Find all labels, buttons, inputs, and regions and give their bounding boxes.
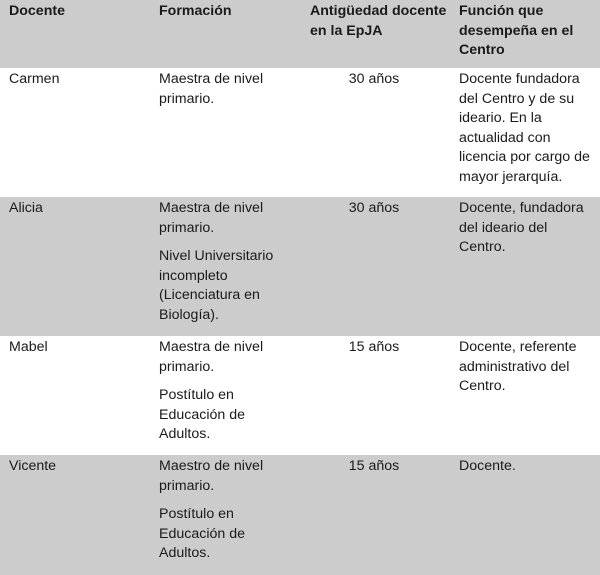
cell-formacion — [159, 70, 279, 109]
header-antiguedad: Antigüedad docente en la EpJA — [310, 3, 447, 39]
table-header-row — [0, 0, 600, 68]
cell-funcion: Docente fundadora del Centro y de su ideario. En la actualidad con licencia por cargo de mayor jerarquía. — [459, 71, 590, 185]
table-row — [0, 455, 600, 575]
header-docente: Docente — [9, 3, 65, 19]
cell-funcion: Docente, referente administrativo del Centro. — [459, 339, 577, 395]
header-formacion: Formación — [159, 3, 232, 19]
table-row — [0, 336, 600, 455]
cell-formacion — [159, 338, 279, 445]
cell-formacion — [159, 457, 279, 564]
formacion-item: Maestro de nivel primario. — [159, 458, 264, 494]
formacion-item: Postítulo en Educación de Adultos. — [159, 506, 245, 562]
table-row — [0, 197, 600, 336]
cell-funcion: Docente. — [459, 458, 516, 474]
cell-antiguedad: 30 años — [348, 71, 400, 87]
table-row — [0, 68, 600, 197]
cell-docente: Mabel — [9, 339, 48, 355]
formacion-item: Postítulo en Educación de Adultos. — [159, 387, 245, 443]
cell-docente: Vicente — [9, 458, 57, 474]
cell-antiguedad: 30 años — [348, 200, 400, 216]
cell-formacion — [159, 199, 287, 326]
formacion-item: Maestra de nivel primario. — [159, 71, 264, 107]
cell-antiguedad: 15 años — [348, 339, 400, 355]
header-funcion: Función que desempeña en el Centro — [459, 3, 574, 59]
formacion-item: Maestra de nivel primario. — [159, 339, 264, 375]
formacion-item: Nivel Universitario incompleto (Licenciatura en Biología). — [159, 248, 274, 323]
cell-docente: Alicia — [9, 200, 43, 216]
cell-docente: Carmen — [9, 71, 60, 87]
cell-antiguedad: 15 años — [348, 458, 400, 474]
formacion-item: Maestra de nivel primario. — [159, 200, 264, 236]
cell-funcion: Docente, fundadora del ideario del Centro. — [459, 200, 584, 256]
